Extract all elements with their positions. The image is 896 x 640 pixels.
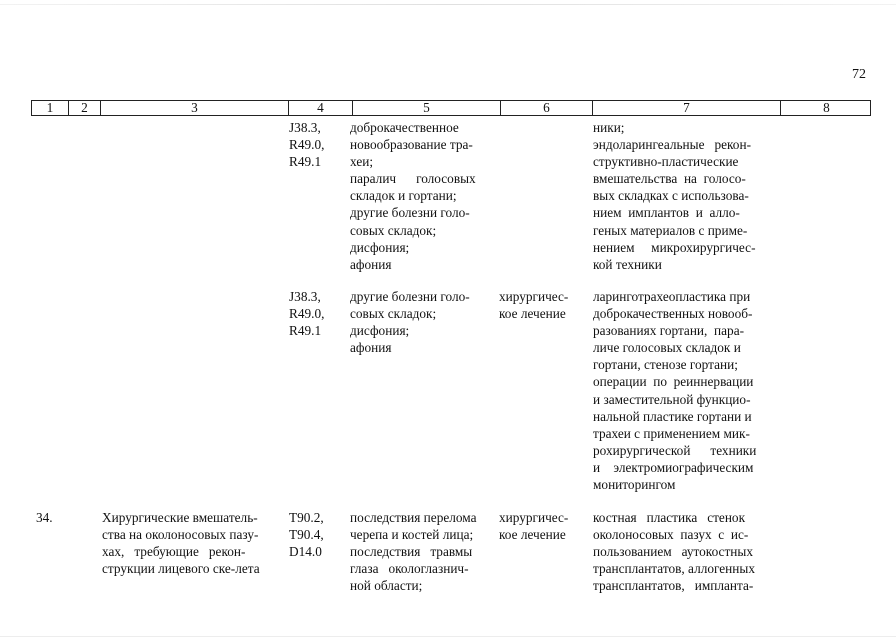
header-cell-2: 2 — [68, 101, 100, 115]
row-3-diagnosis: последствия перелома черепа и костей лица; последствия травмы глаза окологлазнич- ной области; — [350, 510, 477, 594]
row-1-code: J38.3, R49.0, R49.1 — [289, 120, 325, 170]
table-header-row — [31, 100, 871, 116]
row-1-diagnosis: доброкачественное новообразование тра- хеи; паралич голосовых складок и гортани; другие болезни голо- совых складок; дисфония; афония — [350, 120, 476, 272]
row-3-code: T90.2, T90.4, D14.0 — [289, 510, 324, 560]
row-2-code: J38.3, R49.0, R49.1 — [289, 289, 325, 339]
row-2-treatment: хирургичес- кое лечение — [499, 289, 569, 322]
scan-edge-top — [0, 4, 896, 5]
row-2-method: ларинготрахеопластика при доброкачественных новооб- разованиях гортани, пара- личе голосовых складок и гортани, стенозе гортани; операции по реиннервации и заместительной функцио- нальной пластике гортани и трахеи с применением мик- рохирургической техники и электромиографическим мониторингом — [593, 289, 757, 493]
row-1-method: ники; эндоларингеальные рекон- структивно-пластические вмешательства на голосо- вых складках с использова- нием имплантов и алло- геных материалов с приме- нением микрохирургичес- кой техники — [593, 120, 756, 272]
header-cell-5: 5 — [352, 101, 500, 115]
header-cell-3: 3 — [100, 101, 288, 115]
row-3-treatment: хирургичес- кое лечение — [499, 510, 569, 543]
row-3-method: костная пластика стенок околоносовых пазух с ис- пользованием аутокостных трансплантатов, аллогенных трансплантатов, импланта- — [593, 510, 755, 594]
header-cell-7: 7 — [592, 101, 780, 115]
page-number: 72 — [852, 67, 866, 82]
row-3-profile: Хирургические вмешатель- ства на околоносовых пазу- хах, требующие рекон- струкции лицевого ске-лета — [102, 510, 260, 577]
row-2-diagnosis: другие болезни голо- совых складок; дисфония; афония — [350, 289, 470, 356]
header-cell-4: 4 — [288, 101, 352, 115]
scan-edge-bottom — [0, 636, 896, 637]
header-cell-8: 8 — [780, 101, 872, 115]
row-3-number: 34. — [36, 510, 53, 525]
header-cell-6: 6 — [500, 101, 592, 115]
header-cell-1: 1 — [46, 100, 54, 115]
